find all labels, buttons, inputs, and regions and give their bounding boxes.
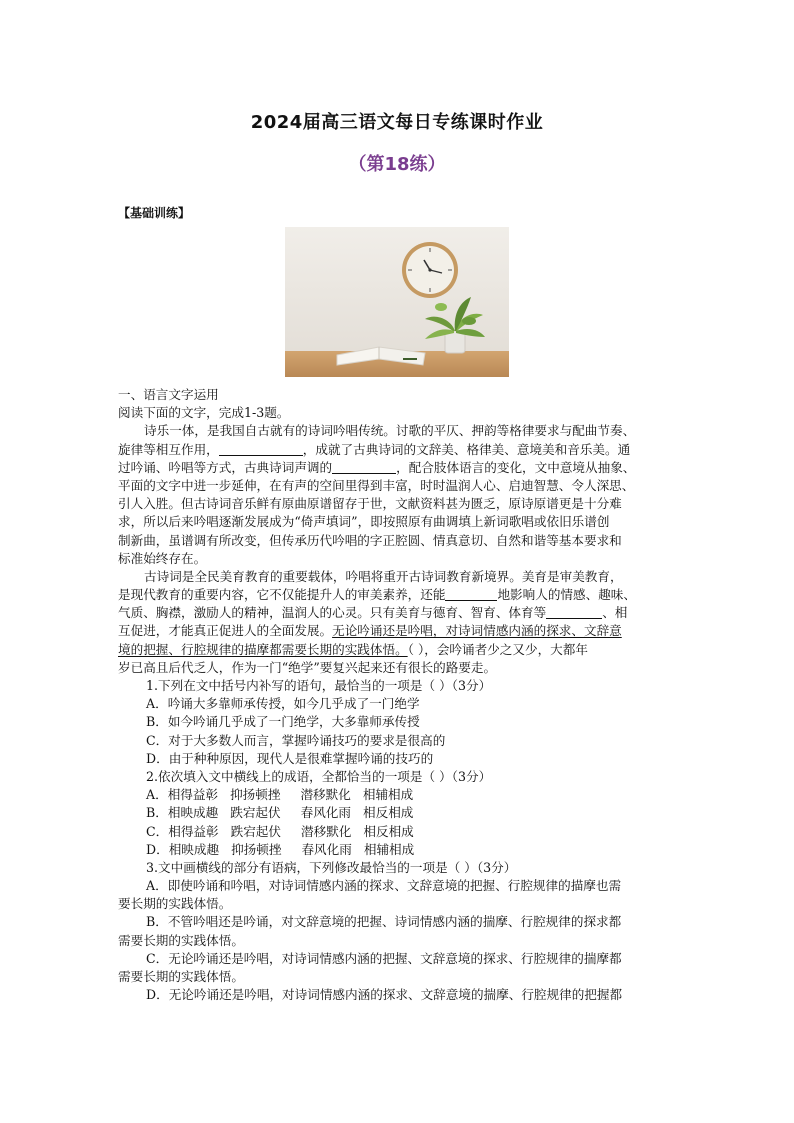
clock-plant-photo	[285, 227, 509, 377]
option-2a: A．相得益彰 抑扬顿挫 潜移默化 相辅相成	[146, 787, 414, 803]
wall-clock	[402, 242, 458, 298]
option-2b: B．相映成趣 跌宕起伏 春风化雨 相反相成	[146, 805, 414, 821]
passage-text: 气质、胸襟，激励人的精神，温润人的心灵。只有美育与德育、智育、体育等	[118, 605, 547, 621]
passage-text: 过吟诵、吟唱等方式，古典诗词声调的	[118, 459, 333, 475]
question-3: 3.文中画横线的部分有语病，下列修改最恰当的一项是（ ）（3分）	[146, 859, 517, 875]
answer-blank[interactable]	[546, 605, 602, 619]
passage-line: 制新曲，虽谱调有所改变，但传承历代吟唱的字正腔圆、情真意切、自然和谐等基本要求和	[118, 532, 622, 548]
option-3b: B．不管吟唱还是吟诵，对文辞意境的把握、诗词情感内涵的揣摩、行腔规律的探求都	[146, 914, 622, 930]
option-2c: C．相得益彰 跌宕起伏 潜移默化 相反相成	[146, 823, 414, 839]
passage-text: 互促进，才能真正促进人的全面发展。	[118, 623, 333, 639]
passage-line: 标准始终存在。	[118, 550, 207, 566]
passage-text: （ ），会吟诵者少之又少，大都年	[407, 641, 588, 657]
option-2d: D．相映成趣 抑扬顿挫 春风化雨 相辅相成	[146, 841, 415, 857]
passage-line: 求，所以后来吟唱逐渐发展成为“倚声填词”，即按照原有曲调填上新词歌唱或依旧乐谱创	[118, 514, 610, 530]
option-1c: C．对于大多数人而言，掌握吟诵技巧的要求是很高的	[146, 732, 446, 748]
answer-blank[interactable]	[219, 442, 303, 456]
option-1d: D．由于种种原因，现代人是很难掌握吟诵的技巧的	[146, 750, 434, 766]
passage-line	[118, 622, 678, 640]
page-subtitle: （第18练）	[348, 154, 446, 175]
option-3a-cont: 要长期的实践体悟。	[118, 896, 232, 912]
passage-line: 引人入胜。但古诗词音乐鲜有原曲原谱留存于世，文献资料甚为匮乏，原诗原谱更是十分难	[118, 496, 622, 512]
option-3d: D．无论吟诵还是吟唱，对诗词情感内涵的探求、文辞意境的揣摩、行腔规律的把握都	[146, 987, 623, 1003]
passage-line: 古诗词是全民美育教育的重要载体，吟唱将重开古诗词教育新境界。美育是审美教育，	[144, 568, 623, 584]
passage-text: ，配合肢体语言的变化，文中意境从抽象、	[396, 459, 636, 475]
option-3c-cont: 需要长期的实践体悟。	[118, 969, 244, 984]
passage-text: 是现代教育的重要内容，它不仅能提升人的审美素养，还能	[118, 587, 446, 603]
option-1b: B．如今吟诵几乎成了一门绝学，大多靠师承传授	[146, 714, 420, 730]
passage-line: 岁已高且后代乏人，作为一门“绝学”要复兴起来还有很长的路要走。	[118, 659, 497, 675]
page-title: 2024届高三语文每日专练课时作业	[250, 112, 544, 133]
passage-text: 、相	[602, 605, 628, 621]
option-1a: A．吟诵大多靠师承传授，如今几乎成了一门绝学	[146, 696, 420, 712]
passage-line	[118, 459, 678, 477]
passage-line	[118, 641, 678, 659]
passage-text: 地影响人的情感、趣味、	[497, 587, 636, 603]
option-3b-cont: 需要长期的实践体悟。	[118, 932, 244, 948]
section-tag: 【基础训练】	[118, 206, 191, 220]
question-1: 1.下列在文中括号内补写的语句，最恰当的一项是（ ）（3分）	[146, 678, 492, 693]
answer-blank[interactable]	[332, 460, 396, 474]
passage-line: 诗乐一体，是我国自古就有的诗词吟唱传统。讨歌的平仄、押韵等格律要求与配曲节奏、	[144, 423, 636, 439]
option-3a: A．即使吟诵和吟唱，对诗词情感内涵的探求、文辞意境的把握、行腔规律的描摩也需	[146, 878, 622, 894]
underlined-sentence: 境的把握、行腔规律的描摩都需要长期的实践体悟。	[118, 641, 408, 657]
passage-line: 平面的文字中进一步延伸，在有声的空间里得到丰富，时时温润人心、启迪智慧、令人深思、	[118, 477, 635, 493]
passage-line	[118, 604, 678, 622]
reading-instruction: 阅读下面的文字，完成1-3题。	[118, 405, 290, 421]
question-2: 2.依次填入文中横线上的成语，全都恰当的一项是（ ）（3分）	[146, 768, 492, 784]
answer-blank[interactable]	[445, 587, 497, 601]
passage-line	[118, 586, 678, 604]
passage-text: 旋律等相互作用，	[118, 441, 219, 457]
exam-content	[118, 386, 678, 1004]
passage-text: ，成就了古典诗词的文辞美、格律美、意境美和音乐美。通	[302, 441, 631, 457]
option-3c: C．无论吟诵还是吟唱，对诗词情感内涵的把握、文辞意境的探求、行腔规律的揣摩都	[146, 950, 622, 966]
section-heading: 一、语言文字运用	[118, 387, 219, 402]
underlined-sentence: 无论吟诵还是吟唱，对诗词情感内涵的探求、文辞意	[332, 623, 622, 639]
passage-line	[118, 441, 678, 459]
